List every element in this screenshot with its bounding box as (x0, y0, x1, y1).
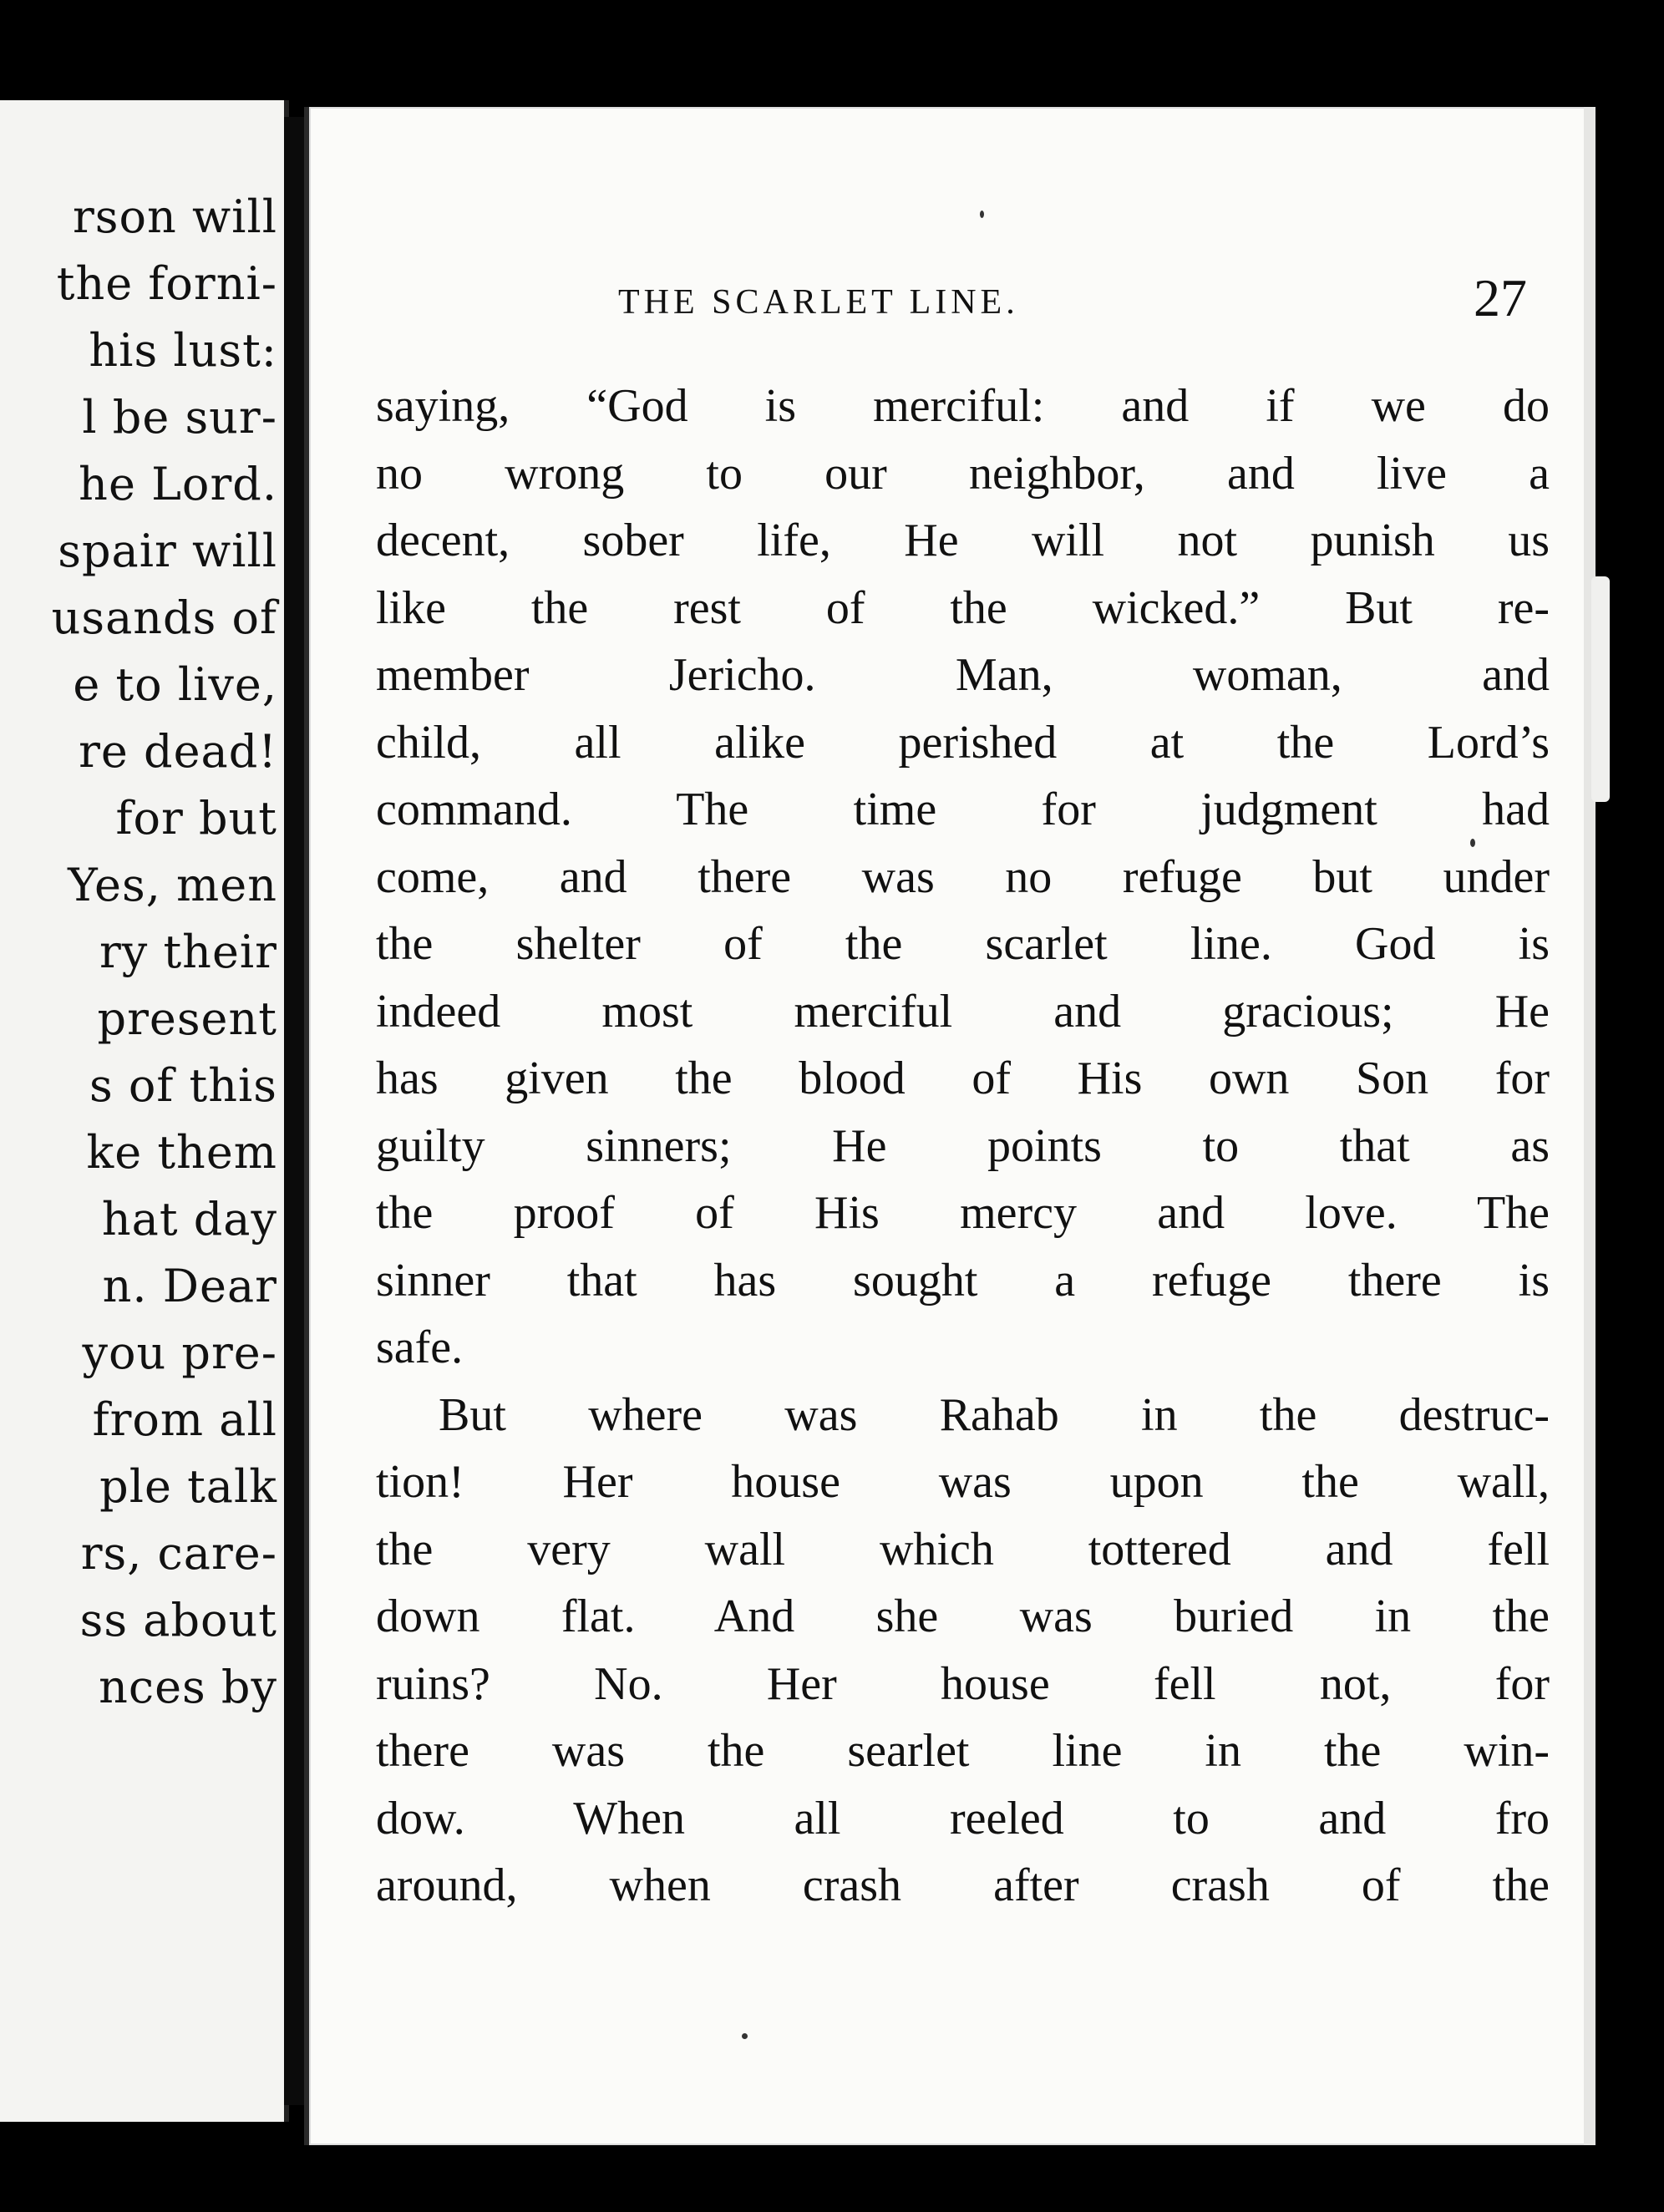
text-line: the shelter of the scarlet line. God is (376, 918, 1550, 970)
left-line: usands of (51, 591, 277, 644)
running-head: THE SCARLET LINE. (618, 283, 1019, 322)
text-line: there was the searlet line in the win- (376, 1725, 1550, 1777)
text-line: tion! Her house was upon the wall, (376, 1456, 1550, 1508)
left-line: ple talk (99, 1460, 277, 1513)
left-line: n. Dear (102, 1260, 277, 1312)
text-line: sinner that has sought a refuge there is (376, 1254, 1550, 1306)
left-line: his lust: (89, 324, 277, 377)
left-line: ke them (86, 1126, 277, 1179)
page-tab (1591, 576, 1610, 802)
left-line: spair will (58, 525, 277, 577)
left-line: re dead! (79, 725, 277, 778)
ink-speck (1470, 839, 1475, 847)
text-line: saying, “God is merciful: and if we do (376, 380, 1550, 432)
left-line: he Lord. (79, 458, 277, 510)
text-line: around, when crash after crash of the (376, 1859, 1550, 1911)
left-line: you pre- (82, 1327, 277, 1379)
text-line: guilty sinners; He points to that as (376, 1119, 1550, 1172)
text-line: decent, sober life, He will not punish us (376, 515, 1550, 566)
text-line: command. The time for judgment had (376, 784, 1550, 835)
left-line: nces by (99, 1661, 277, 1713)
left-line: ss about (79, 1594, 277, 1646)
text-line: no wrong to our neighbor, and live a (376, 447, 1550, 500)
text-line: the very wall which tottered and fell (376, 1523, 1550, 1575)
right-page (304, 107, 1596, 2145)
left-line: rs, care- (80, 1527, 277, 1580)
text-line: indeed most merciful and gracious; He (376, 985, 1550, 1038)
left-line: ry their (99, 926, 277, 978)
text-line: dow. When all reeled to and fro (376, 1792, 1550, 1844)
text-line: safe. (376, 1322, 464, 1373)
left-line: hat day (101, 1193, 277, 1246)
left-line: present (97, 992, 277, 1045)
left-line: from all (92, 1393, 277, 1446)
ink-speck (742, 2033, 748, 2039)
text-line: like the rest of the wicked.” But re- (376, 581, 1550, 634)
left-page (0, 100, 289, 2122)
left-line: the forni- (56, 257, 277, 310)
left-line: Yes, men (68, 859, 277, 911)
text-line: But where was Rahab in the destruc- (439, 1388, 1550, 1441)
left-line: l be sur- (82, 391, 277, 444)
text-line: has given the blood of His own Son for (376, 1053, 1550, 1104)
page-edge (1584, 107, 1596, 2145)
body-text (376, 373, 1550, 1920)
ink-speck (980, 211, 984, 218)
left-line: s of this (89, 1059, 277, 1112)
left-line: e to live, (73, 658, 277, 711)
text-line: down flat. And she was buried in the (376, 1591, 1550, 1642)
text-line: the proof of His mercy and love. The (376, 1187, 1550, 1239)
text-line: member Jericho. Man, woman, and (376, 649, 1550, 701)
left-line: rson will (72, 190, 277, 243)
text-line: come, and there was no refuge but under (376, 850, 1550, 903)
left-line: for but (115, 792, 277, 845)
page-number: 27 (1474, 268, 1527, 327)
text-line: child, all alike perished at the Lord’s (376, 716, 1550, 769)
text-line: ruins? No. Her house fell not, for (376, 1657, 1550, 1710)
